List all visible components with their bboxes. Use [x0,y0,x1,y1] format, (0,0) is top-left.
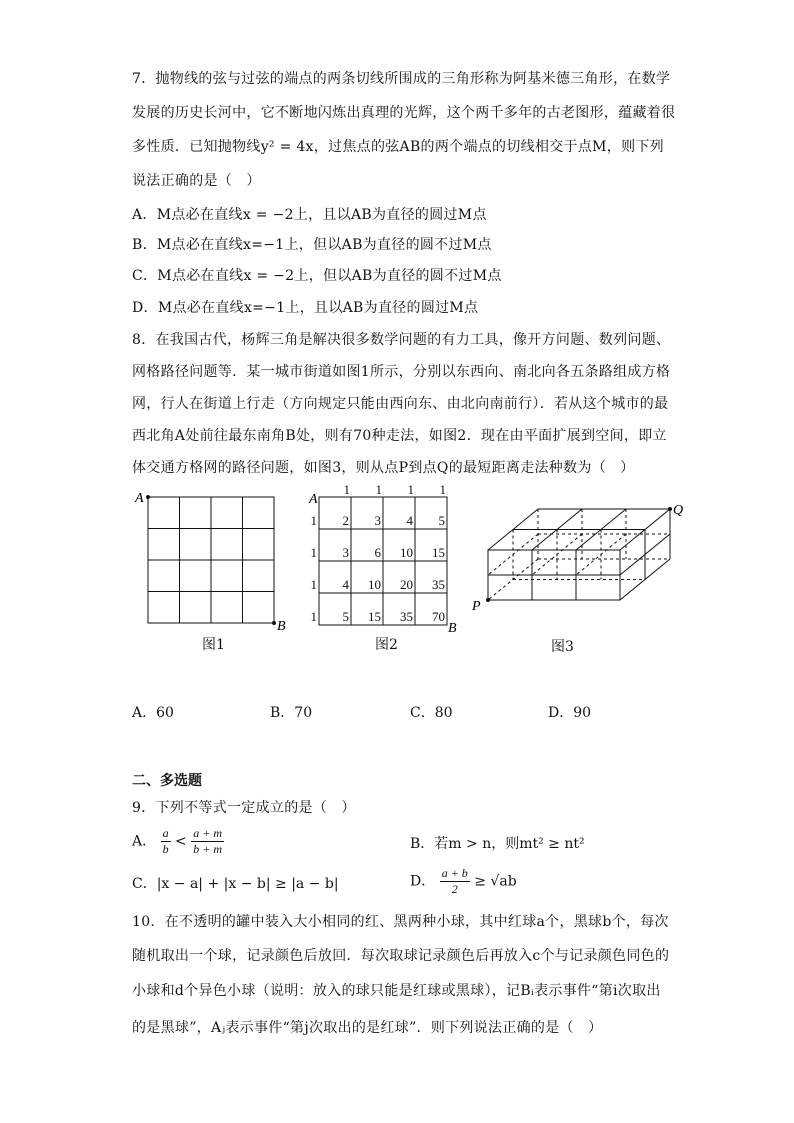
q8-option-d: D．90 [548,705,592,721]
fig2-cell-value: 4 [342,577,349,592]
q9-option-d [410,866,517,897]
q8-line-3: 网，行人在街道上行走（方向规定只能由西向东、由北向南前行）．若从这个城市的最 [132,396,669,412]
fig2-label-b: B [448,621,457,633]
fig3-point-q [668,507,672,511]
fig3-label-p: P [472,599,481,614]
fig2-cell-value: 15 [368,609,381,624]
fig2-cell-value: 35 [400,609,413,624]
fig3-point-p [486,598,490,602]
q7-line-4: 说法正确的是（ ） [132,173,261,189]
q10-line-3: 小球和d个异色小球（说明：放入的球只能是红球或黑球），记Bᵢ表示事件“第i次取出 [132,983,661,999]
fig2-cell-value: 5 [342,609,349,624]
q8-option-a: A．60 [132,705,174,721]
q9-option-c: C．|x − a| + |x − b| ≥ |a − b| [132,876,339,892]
section-title: 二、多选题 [132,773,202,789]
q9-option-a [132,826,224,857]
fig1-point-b [272,621,276,625]
fig1-label-b: B [277,619,286,630]
fig2-top-value: 1 [343,483,350,497]
figure-1 [130,485,295,630]
fig2-top-value: 1 [407,483,414,497]
fig2-cell-value: 20 [400,577,413,592]
q10-line-2: 随机取出一个球，记录颜色后放回．每次取球记录颜色后再放入c个与记录颜色同色的 [132,948,670,964]
q9-option-a-rel: < [175,833,187,850]
fig3-hidden-edges [488,509,670,600]
q10-line-4: 的是黑球”，Aⱼ表示事件“第j次取出的是红球”．则下列说法正确的是（ ） [132,1020,603,1036]
q9-option-b: B．若m > n，则mt² ≥ nt² [410,836,585,852]
q8-line-1: 8．在我国古代，杨辉三角是解决很多数学问题的有力工具，像开方问题、数列问题、 [132,332,671,348]
q8-line-5: 体交通方格网的路径问题，如图3，则从点P到点Q的最短距离走法种数为（ ） [132,460,635,476]
fig2-cell-value: 3 [374,513,381,528]
q9-option-d-frac: $\frac{a + b}{2}$ [441,866,468,896]
fig2-cell-value: 15 [432,545,445,560]
q9-option-d-rest: ≥ √ab [474,873,517,890]
q9-stem: 9．下列不等式一定成立的是（ ） [132,800,356,816]
fig3-box [488,509,670,600]
fig2-top-value: 1 [439,483,446,497]
q9-option-a-rhs: $\frac{a + m}{b + m}$ [193,826,222,856]
fig3-caption: 图3 [551,639,574,655]
q7-line-3: 多性质．已知抛物线y² = 4x，过焦点的弦AB的两个端点的切线相交于点M，则下列 [132,139,664,155]
fig2-caption: 图2 [375,637,398,653]
q7-line-2: 发展的历史长河中，它不断地闪炼出真理的光辉，这个两千多年的古老图形，蕴藏着很 [132,105,676,121]
fig2-cell-value: 10 [368,577,381,592]
fig2-left-value: 1 [310,609,317,624]
q7-line-1: 7．抛物线的弦与过弦的端点的两条切线所围成的三角形称为阿基米德三角形，在数学 [132,71,671,87]
fig2-cell-value: 4 [406,513,413,528]
q10-line-1: 10．在不透明的罐中装入大小相同的红、黑两种小球，其中红球a个，黑球b个，每次 [132,914,669,930]
fig2-cell-value: 2 [342,513,349,528]
figure-2 [305,483,465,633]
fig2-cell-value: 5 [438,513,445,528]
fig1-caption: 图1 [202,637,225,653]
figure-3 [468,498,698,618]
q7-option-b: B．M点必在直线x=−1上，但以AB为直径的圆不过M点 [132,237,492,253]
fig1-grid [148,497,274,623]
fig2-cell-value: 3 [342,545,349,560]
fig2-left-value: 1 [310,545,317,560]
q7-option-a: A．M点必在直线x = −2上，且以AB为直径的圆过M点 [132,207,487,223]
q8-line-4: 西北角A处前往最东南角B处，则有70种走法，如图2．现在由平面扩展到空间，即立 [132,428,667,444]
fig2-label-a: A [309,492,318,507]
fig2-cell-value: 6 [374,545,381,560]
fig1-label-a: A [135,491,144,506]
fig2-left-value: 1 [310,513,317,528]
q9-option-a-prefix: A． [132,833,157,850]
q8-line-2: 网格路径问题等．某一城市街道如图1所示，分别以东西向、南北向各五条路组成方格 [132,364,671,380]
fig2-left-value: 1 [310,577,317,592]
q9-option-a-lhs: $\frac{a}{b}$ [162,826,169,856]
fig2-cell-value: 35 [432,577,445,592]
q9-option-d-prefix: D． [410,873,436,890]
fig2-top-value: 1 [375,483,382,497]
q7-option-d: D．M点必在直线x=−1上，且以AB为直径的圆过M点 [132,300,479,316]
fig1-point-a [146,495,150,499]
q7-option-c: C．M点必在直线x = −2上，但以AB为直径的圆不过M点 [132,268,502,284]
fig2-cell-value: 10 [400,545,413,560]
q8-option-c: C．80 [410,705,453,721]
fig2-grid [319,497,447,625]
fig2-cell-value: 70 [432,609,445,624]
fig3-label-q: Q [673,503,684,518]
q8-option-b: B．70 [270,705,313,721]
